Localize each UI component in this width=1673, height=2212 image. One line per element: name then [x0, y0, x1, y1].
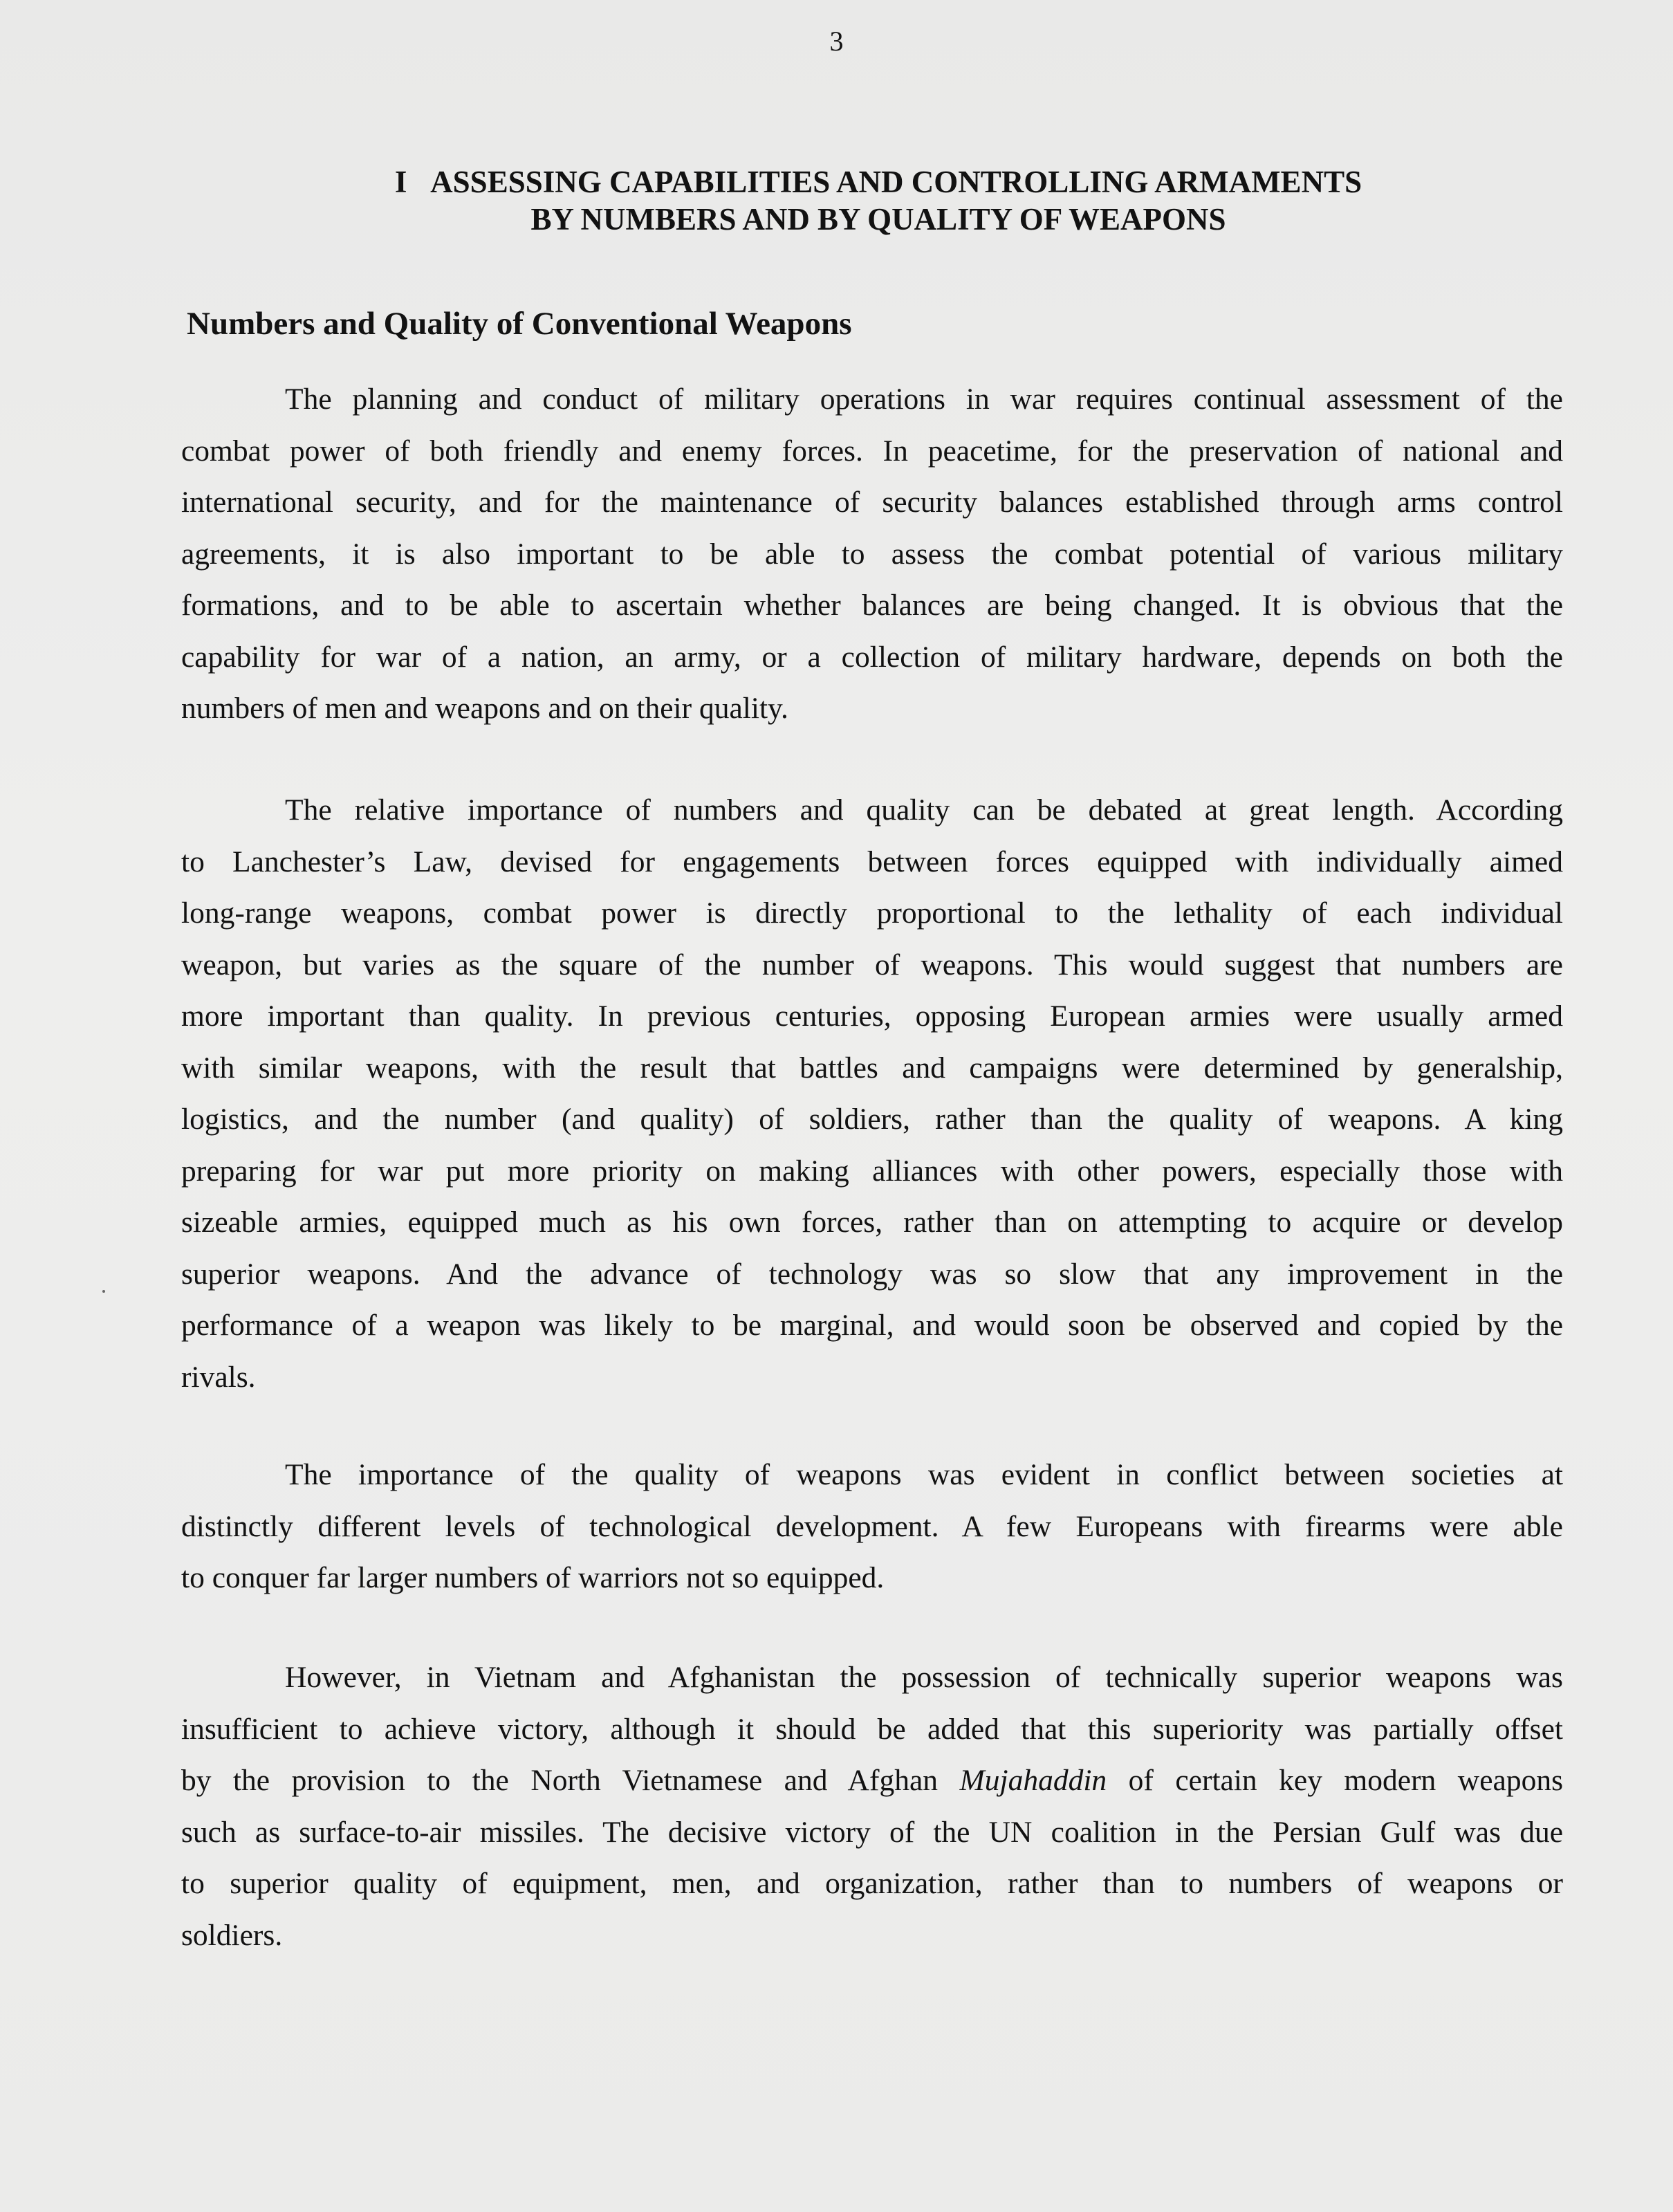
paragraph-line-with-italic	[181, 1755, 1563, 1807]
page-number: 3	[829, 26, 844, 57]
section-heading: Numbers and Quality of Conventional Weapons	[187, 306, 852, 342]
paragraph-line: to conquer far larger numbers of warriors not so equipped.	[181, 1561, 885, 1594]
margin-speck	[102, 1290, 105, 1293]
paragraph-line: soldiers.	[181, 1918, 283, 1952]
paragraph-line: The planning and conduct of military operations in war requires continual assessment of the	[285, 383, 1563, 416]
chapter-heading	[304, 163, 1452, 238]
paragraph-1	[181, 374, 1563, 735]
line-segment: of certain key modern weapons	[1107, 1764, 1563, 1797]
paragraph-line: long-range weapons, combat power is directly proportional to the lethality of each individual	[181, 896, 1563, 930]
chapter-number: I	[394, 165, 407, 199]
paragraph-line: numbers of men and weapons and on their quality.	[181, 692, 788, 725]
paragraph-line: performance of a weapon was likely to be marginal, and would soon be observed and copied by the	[181, 1309, 1563, 1342]
paragraph-line: superior weapons. And the advance of technology was so slow that any improvement in the	[181, 1257, 1563, 1291]
paragraph-4	[181, 1652, 1563, 1961]
paragraph-line: formations, and to be able to ascertain whether balances are being changed. It is obvious that the	[181, 589, 1563, 622]
paragraph-line: rivals.	[181, 1360, 256, 1394]
paragraph-3	[181, 1449, 1563, 1604]
paragraph-line: sizeable armies, equipped much as his own forces, rather than on attempting to acquire or develop	[181, 1206, 1563, 1239]
paragraph-2	[181, 784, 1563, 1403]
paragraph-line: to Lanchester’s Law, devised for engagements between forces equipped with individually aimed	[181, 845, 1563, 878]
italic-term: Mujahaddin	[959, 1764, 1107, 1797]
chapter-title-line-2: BY NUMBERS AND BY QUALITY OF WEAPONS	[530, 202, 1226, 237]
paragraph-line: distinctly different levels of technological development. A few Europeans with firearms were able	[181, 1509, 1563, 1543]
paragraph-line: combat power of both friendly and enemy forces. In peacetime, for the preservation of national and	[181, 434, 1563, 468]
paragraph-line: capability for war of a nation, an army, or a collection of military hardware, depends on both the	[181, 640, 1563, 674]
paragraph-line: with similar weapons, with the result that battles and campaigns were determined by generalship,	[181, 1051, 1563, 1085]
paragraph-line: more important than quality. In previous centuries, opposing European armies were usually armed	[181, 999, 1563, 1033]
paragraph-line: The relative importance of numbers and quality can be debated at great length. According	[285, 793, 1563, 827]
chapter-title-line-1: ASSESSING CAPABILITIES AND CONTROLLING ARMAMENTS	[430, 165, 1362, 199]
paragraph-line: such as surface-to-air missiles. The decisive victory of the UN coalition in the Persian Gulf was due	[181, 1815, 1563, 1849]
paragraph-line: insufficient to achieve victory, although it should be added that this superiority was partially offset	[181, 1712, 1563, 1746]
paragraph-line: to superior quality of equipment, men, and organization, rather than to numbers of weapons or	[181, 1867, 1563, 1900]
chapter-heading-line-1	[304, 163, 1452, 201]
paragraph-line: However, in Vietnam and Afghanistan the possession of technically superior weapons was	[285, 1661, 1563, 1694]
paragraph-line: agreements, it is also important to be able to assess the combat potential of various military	[181, 537, 1563, 571]
paragraph-line: weapon, but varies as the square of the number of weapons. This would suggest that numbers are	[181, 948, 1563, 981]
paragraph-line: The importance of the quality of weapons was evident in conflict between societies at	[285, 1458, 1563, 1491]
paragraph-line: preparing for war put more priority on making alliances with other powers, especially those with	[181, 1154, 1563, 1188]
paragraph-line: logistics, and the number (and quality) of soldiers, rather than the quality of weapons. A king	[181, 1103, 1563, 1136]
line-segment: by the provision to the North Vietnamese and Afghan	[181, 1764, 960, 1797]
paragraph-line: international security, and for the maintenance of security balances established through arms control	[181, 486, 1563, 519]
